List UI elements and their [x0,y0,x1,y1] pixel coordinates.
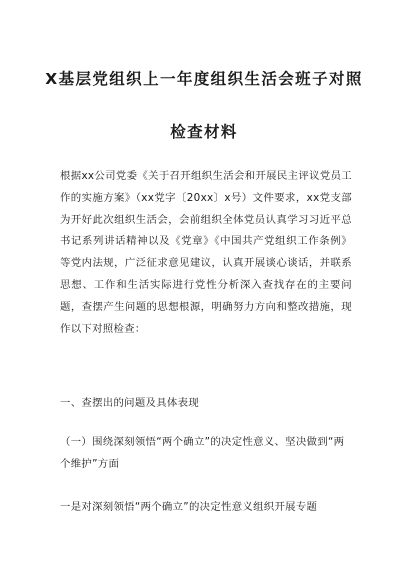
subsection-heading: （一）围绕深刻领悟“两个确立”的决定性意义、坚决做到“两个维护”方面 [60,436,345,470]
document-title-line-1: X基层党组织上一年度组织生活会班子对照 [45,70,363,88]
intro-paragraph: 根据xx公司党委《关于召开组织生活会和开展民主评议党员工作的实施方案》（xx党字〔20xx〕x号）文件要求，xx党支部为开好此次组织生活会，会前组织全体党员认真学习习近平总书记系列讲话精神以及《党章》《中国共产党组织工作条例》等党内法规，广泛征求意见建议，认真开展谈心谈话，并联系思想、工作和生活实际进行党性分析深入查找存在的主要问题，查摆产生问题的思想根源，明确努力方向和整改措施，现作以下对照检查： [60,170,352,335]
body-paragraph: 一是对深刻领悟“两个确立”的决定性意义组织开展专题 [60,501,318,513]
section-heading: 一、查摆出的问题及具体表现 [60,397,199,409]
document-title-line-2: 检查材料 [170,123,238,141]
